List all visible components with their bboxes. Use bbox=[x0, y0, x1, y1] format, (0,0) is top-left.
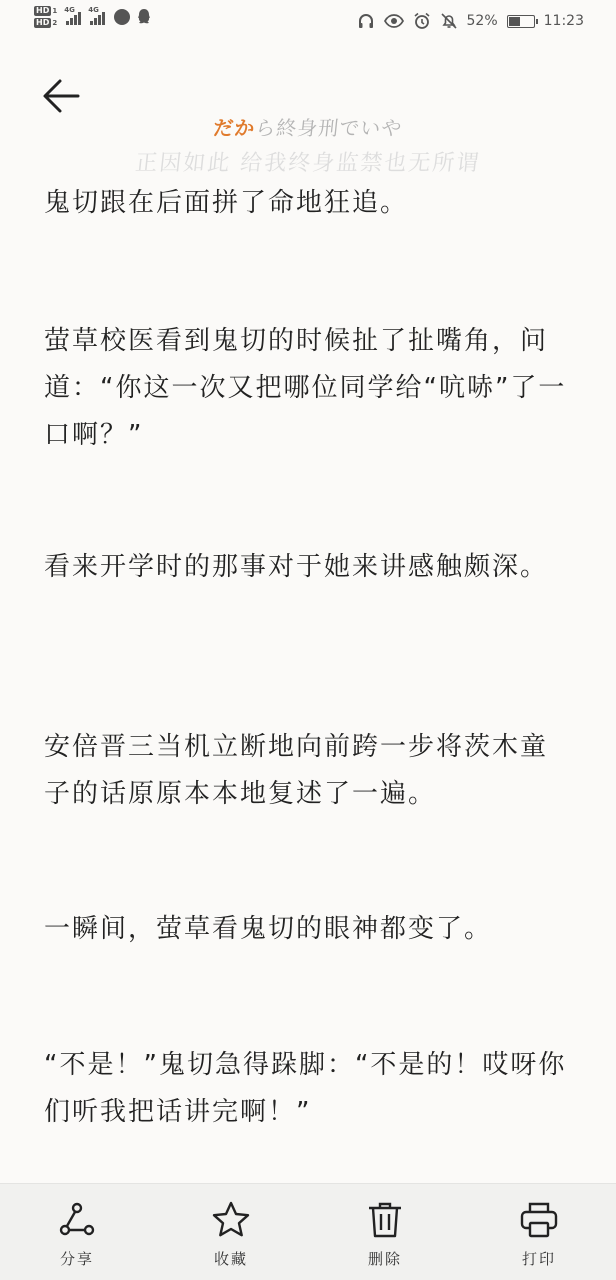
paragraph: “不是！”鬼切急得跺脚：“不是的！哎呀你们听我把话讲完啊！” bbox=[44, 1050, 567, 1127]
star-icon bbox=[211, 1200, 251, 1240]
network-1-label: 4G bbox=[64, 6, 75, 14]
clock: 11:23 bbox=[543, 13, 584, 29]
favorite-button[interactable] bbox=[154, 1184, 308, 1280]
network-2-label: 4G bbox=[88, 6, 99, 14]
printer-icon bbox=[519, 1200, 559, 1240]
delete-button[interactable] bbox=[308, 1184, 462, 1280]
paragraph: 一瞬间，萤草看鬼切的眼神都变了。 bbox=[44, 914, 493, 944]
paragraph: 鬼切跟在后面拼了命地狂追。 bbox=[44, 188, 409, 218]
hd-indicators bbox=[34, 6, 57, 28]
print-label: 打印 bbox=[521, 1250, 556, 1268]
battery-percent: 52% bbox=[466, 13, 498, 29]
signal-1-icon bbox=[64, 6, 81, 25]
paragraph: 萤草校医看到鬼切的时候扯了扯嘴角，问道：“你这一次又把哪位同学给“吭哧”了一口啊？” bbox=[44, 326, 567, 450]
sim-2-label: 2 bbox=[52, 19, 58, 27]
trash-icon bbox=[365, 1200, 405, 1240]
paragraph: 安倍晋三当机立断地向前跨一步将茨木童子的话原原本本地复述了一遍。 bbox=[44, 732, 549, 809]
status-bar bbox=[0, 0, 616, 44]
favorite-label: 收藏 bbox=[213, 1250, 248, 1268]
battery-icon bbox=[507, 15, 535, 28]
hd-label: HD bbox=[36, 18, 50, 27]
watermark-chinese: 正因如此 给我终身监禁也无所谓 bbox=[133, 151, 482, 176]
watermark-rest-text: ら終身刑でいや bbox=[254, 116, 404, 140]
hd-badge-1 bbox=[34, 6, 57, 16]
status-bar-right bbox=[357, 12, 584, 30]
paragraph: 看来开学时的那事对于她来讲感触颇深。 bbox=[44, 552, 549, 582]
watermark-accent-text: だか bbox=[212, 116, 257, 140]
qq-icon bbox=[135, 8, 153, 26]
delete-label: 删除 bbox=[367, 1250, 402, 1268]
hd-label: HD bbox=[36, 6, 50, 15]
bell-off-icon bbox=[440, 12, 458, 30]
print-button[interactable] bbox=[462, 1184, 616, 1280]
share-button[interactable] bbox=[0, 1184, 154, 1280]
signal-2-icon bbox=[88, 6, 105, 25]
sim-1-label: 1 bbox=[52, 7, 58, 15]
battery-fill bbox=[509, 17, 521, 26]
browser-icon bbox=[114, 9, 130, 25]
status-bar-left bbox=[34, 6, 153, 28]
share-icon bbox=[57, 1200, 97, 1240]
share-label: 分享 bbox=[59, 1250, 94, 1268]
alarm-icon bbox=[413, 12, 431, 30]
watermark-japanese bbox=[0, 112, 616, 141]
hd-badge-2 bbox=[34, 18, 57, 28]
eye-icon bbox=[384, 12, 404, 30]
headphones-icon bbox=[357, 12, 375, 30]
bottom-toolbar bbox=[0, 1183, 616, 1280]
